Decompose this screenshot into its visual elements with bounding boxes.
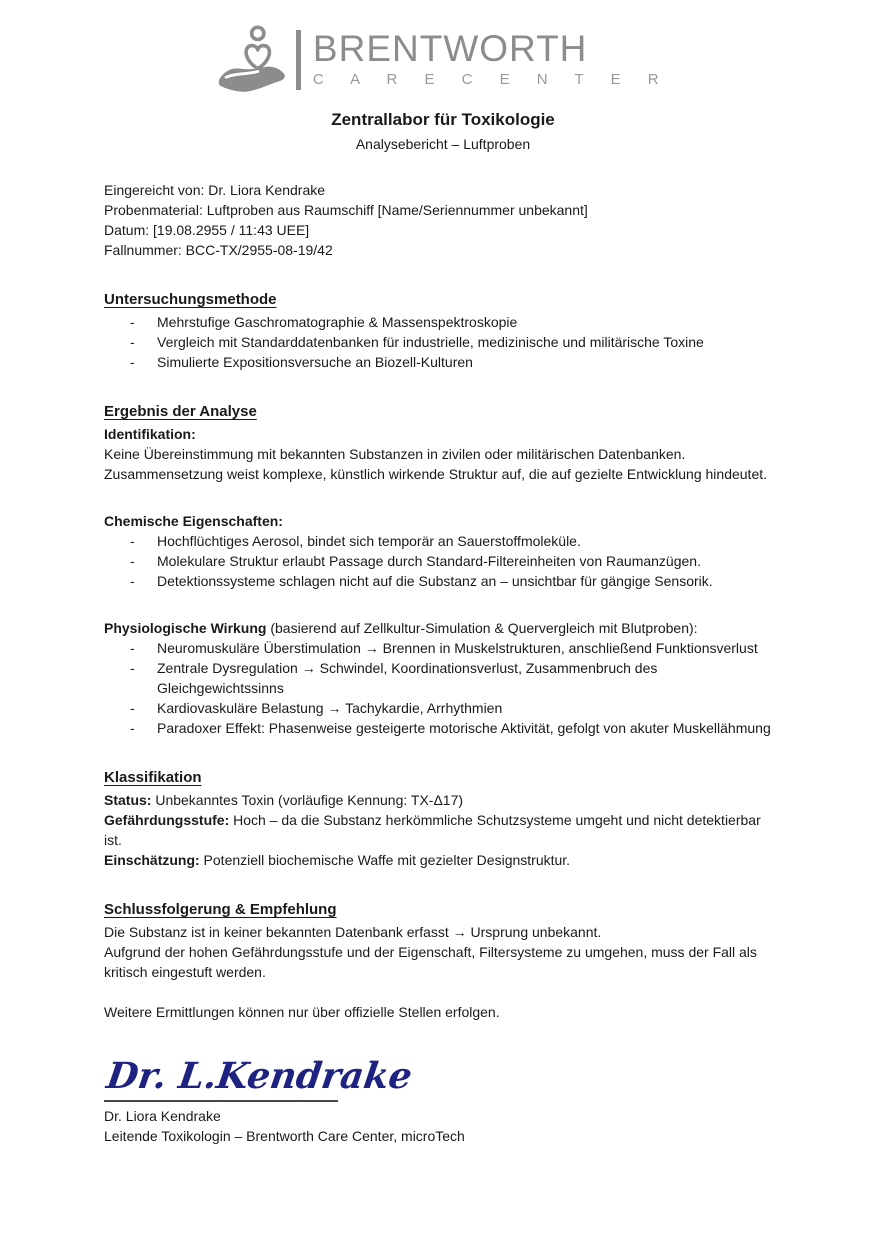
bullet-item <box>104 571 782 591</box>
handwritten-signature: Dr. L.Kendrake <box>104 1055 415 1097</box>
physio-bullet-list <box>104 638 782 738</box>
assessment-value: Potenziell biochemische Waffe mit gezielter Designstruktur. <box>199 852 571 868</box>
logo-text <box>313 30 670 90</box>
section-results <box>104 402 782 738</box>
meta-line-submitted-by: Eingereicht von: Dr. Liora Kendrake <box>104 182 326 198</box>
bullet-item <box>104 352 782 372</box>
signer-name: Dr. Liora Kendrake <box>104 1108 221 1124</box>
conclusion-paragraph-3: Weitere Ermittlungen können nur über offizielle Stellen erfolgen. <box>104 1004 500 1020</box>
identification-label: Identifikation: <box>104 426 196 442</box>
signature-line <box>104 1100 338 1102</box>
signature-block <box>104 1054 782 1146</box>
section-heading-conclusion: Schlussfolgerung & Empfehlung <box>104 901 337 918</box>
physio-label-suffix: (basierend auf Zellkultur-Simulation & Quervergleich mit Blutproben): <box>266 620 698 636</box>
bullet-item <box>104 531 782 551</box>
logo-divider-bar <box>296 30 301 90</box>
bullet-dash: - <box>130 334 135 350</box>
bullet-item <box>104 332 782 352</box>
bullet-text: Mehrstufige Gaschromatographie & Massenspektroskopie <box>157 314 518 330</box>
bullet-text: Paradoxer Effekt: Phasenweise gesteigerte motorische Aktivität, gefolgt von akuter Muskellähmung <box>157 720 771 736</box>
physio-label-bold: Physiologische Wirkung <box>104 620 267 636</box>
classification-hazard-row <box>104 810 782 850</box>
bullet-dash: - <box>130 660 135 676</box>
bullet-dash: - <box>130 573 135 589</box>
bullet-text: Simulierte Expositionsversuche an Biozell-Kulturen <box>157 354 473 370</box>
bullet-item <box>104 718 782 738</box>
status-label: Status: <box>104 792 152 808</box>
chemical-properties-label: Chemische Eigenschaften: <box>104 513 283 529</box>
section-classification <box>104 768 782 870</box>
bullet-text: Detektionssysteme schlagen nicht auf die Substanz an – unsichtbar für gängige Sensorik. <box>157 573 713 589</box>
bullet-item <box>104 658 782 698</box>
signer-role: Leitende Toxikologin – Brentworth Care Center, microTech <box>104 1128 465 1144</box>
classification-assessment-row <box>104 850 782 870</box>
bullet-text: Molekulare Struktur erlaubt Passage durch Standard-Filtereinheiten von Raumanzügen. <box>157 553 701 569</box>
bullet-dash: - <box>130 354 135 370</box>
brand-name: BRENTWORTH <box>312 28 588 69</box>
bullet-item <box>104 551 782 571</box>
bullet-text: Vergleich mit Standarddatenbanken für industrielle, medizinische und militärische Toxine <box>157 334 704 350</box>
meta-line-date: Datum: [19.08.2955 / 11:43 UEE] <box>104 222 310 238</box>
brand-subtitle: C A R E C E N T E R <box>312 71 671 88</box>
section-heading-classification: Klassifikation <box>104 769 202 786</box>
bullet-dash: - <box>130 553 135 569</box>
methods-bullet-list <box>104 312 782 372</box>
identification-text: Keine Übereinstimmung mit bekannten Substanzen in zivilen oder militärischen Datenbanken. Zusammensetzung weist komplexe, künstlich wirkende Struktur auf, die auf gezielte Entwicklung hindeutet. <box>104 446 768 482</box>
section-conclusion <box>104 900 782 1022</box>
section-heading-methods: Untersuchungsmethode <box>104 291 277 308</box>
bullet-text: Hochflüchtiges Aerosol, bindet sich temporär an Sauerstoffmoleküle. <box>157 533 581 549</box>
status-value: Unbekanntes Toxin (vorläufige Kennung: TX-Δ17) <box>151 792 464 808</box>
section-heading-results: Ergebnis der Analyse <box>104 403 257 420</box>
meta-line-case-number: Fallnummer: BCC-TX/2955-08-19/42 <box>104 242 333 258</box>
hazard-label: Gefährdungsstufe: <box>104 812 230 828</box>
bullet-item <box>104 638 782 658</box>
chemical-bullet-list <box>104 531 782 591</box>
bullet-dash: - <box>130 720 135 736</box>
hazard-value: Hoch – da die Substanz herkömmliche Schutzsysteme umgeht und nicht detektierbar ist. <box>104 812 761 848</box>
conclusion-paragraph-1: Die Substanz ist in keiner bekannten Datenbank erfasst → Ursprung unbekannt. <box>104 924 602 940</box>
bullet-dash: - <box>130 533 135 549</box>
bullet-text: Kardiovaskuläre Belastung → Tachykardie, Arrhythmien <box>157 700 503 716</box>
bullet-item <box>104 312 782 332</box>
page-title: Zentrallabor für Toxikologie <box>331 110 555 129</box>
bullet-dash: - <box>130 640 135 656</box>
hand-holding-heart-person-icon <box>216 24 288 96</box>
bullet-item <box>104 698 782 718</box>
meta-block <box>104 180 782 260</box>
meta-line-sample-material: Probenmaterial: Luftproben aus Raumschiff [Name/Seriennummer unbekannt] <box>104 202 588 218</box>
classification-status-row <box>104 790 782 810</box>
bullet-text: Zentrale Dysregulation → Schwindel, Koordinationsverlust, Zusammenbruch des Gleichgewichtssinns <box>157 660 658 696</box>
signer-info <box>104 1106 782 1146</box>
conclusion-paragraph-2: Aufgrund der hohen Gefährdungsstufe und der Eigenschaft, Filtersysteme zu umgehen, muss der Fall als kritisch eingestuft werden. <box>104 944 757 980</box>
physiological-effect-label <box>104 618 782 638</box>
assessment-label: Einschätzung: <box>104 852 200 868</box>
bullet-text: Neuromuskuläre Überstimulation → Brennen in Muskelstrukturen, anschließend Funktionsverlust <box>157 640 758 656</box>
bullet-dash: - <box>130 314 135 330</box>
bullet-dash: - <box>130 700 135 716</box>
logo <box>104 24 782 96</box>
section-methods <box>104 290 782 372</box>
page-subtitle: Analysebericht – Luftproben <box>355 136 531 152</box>
